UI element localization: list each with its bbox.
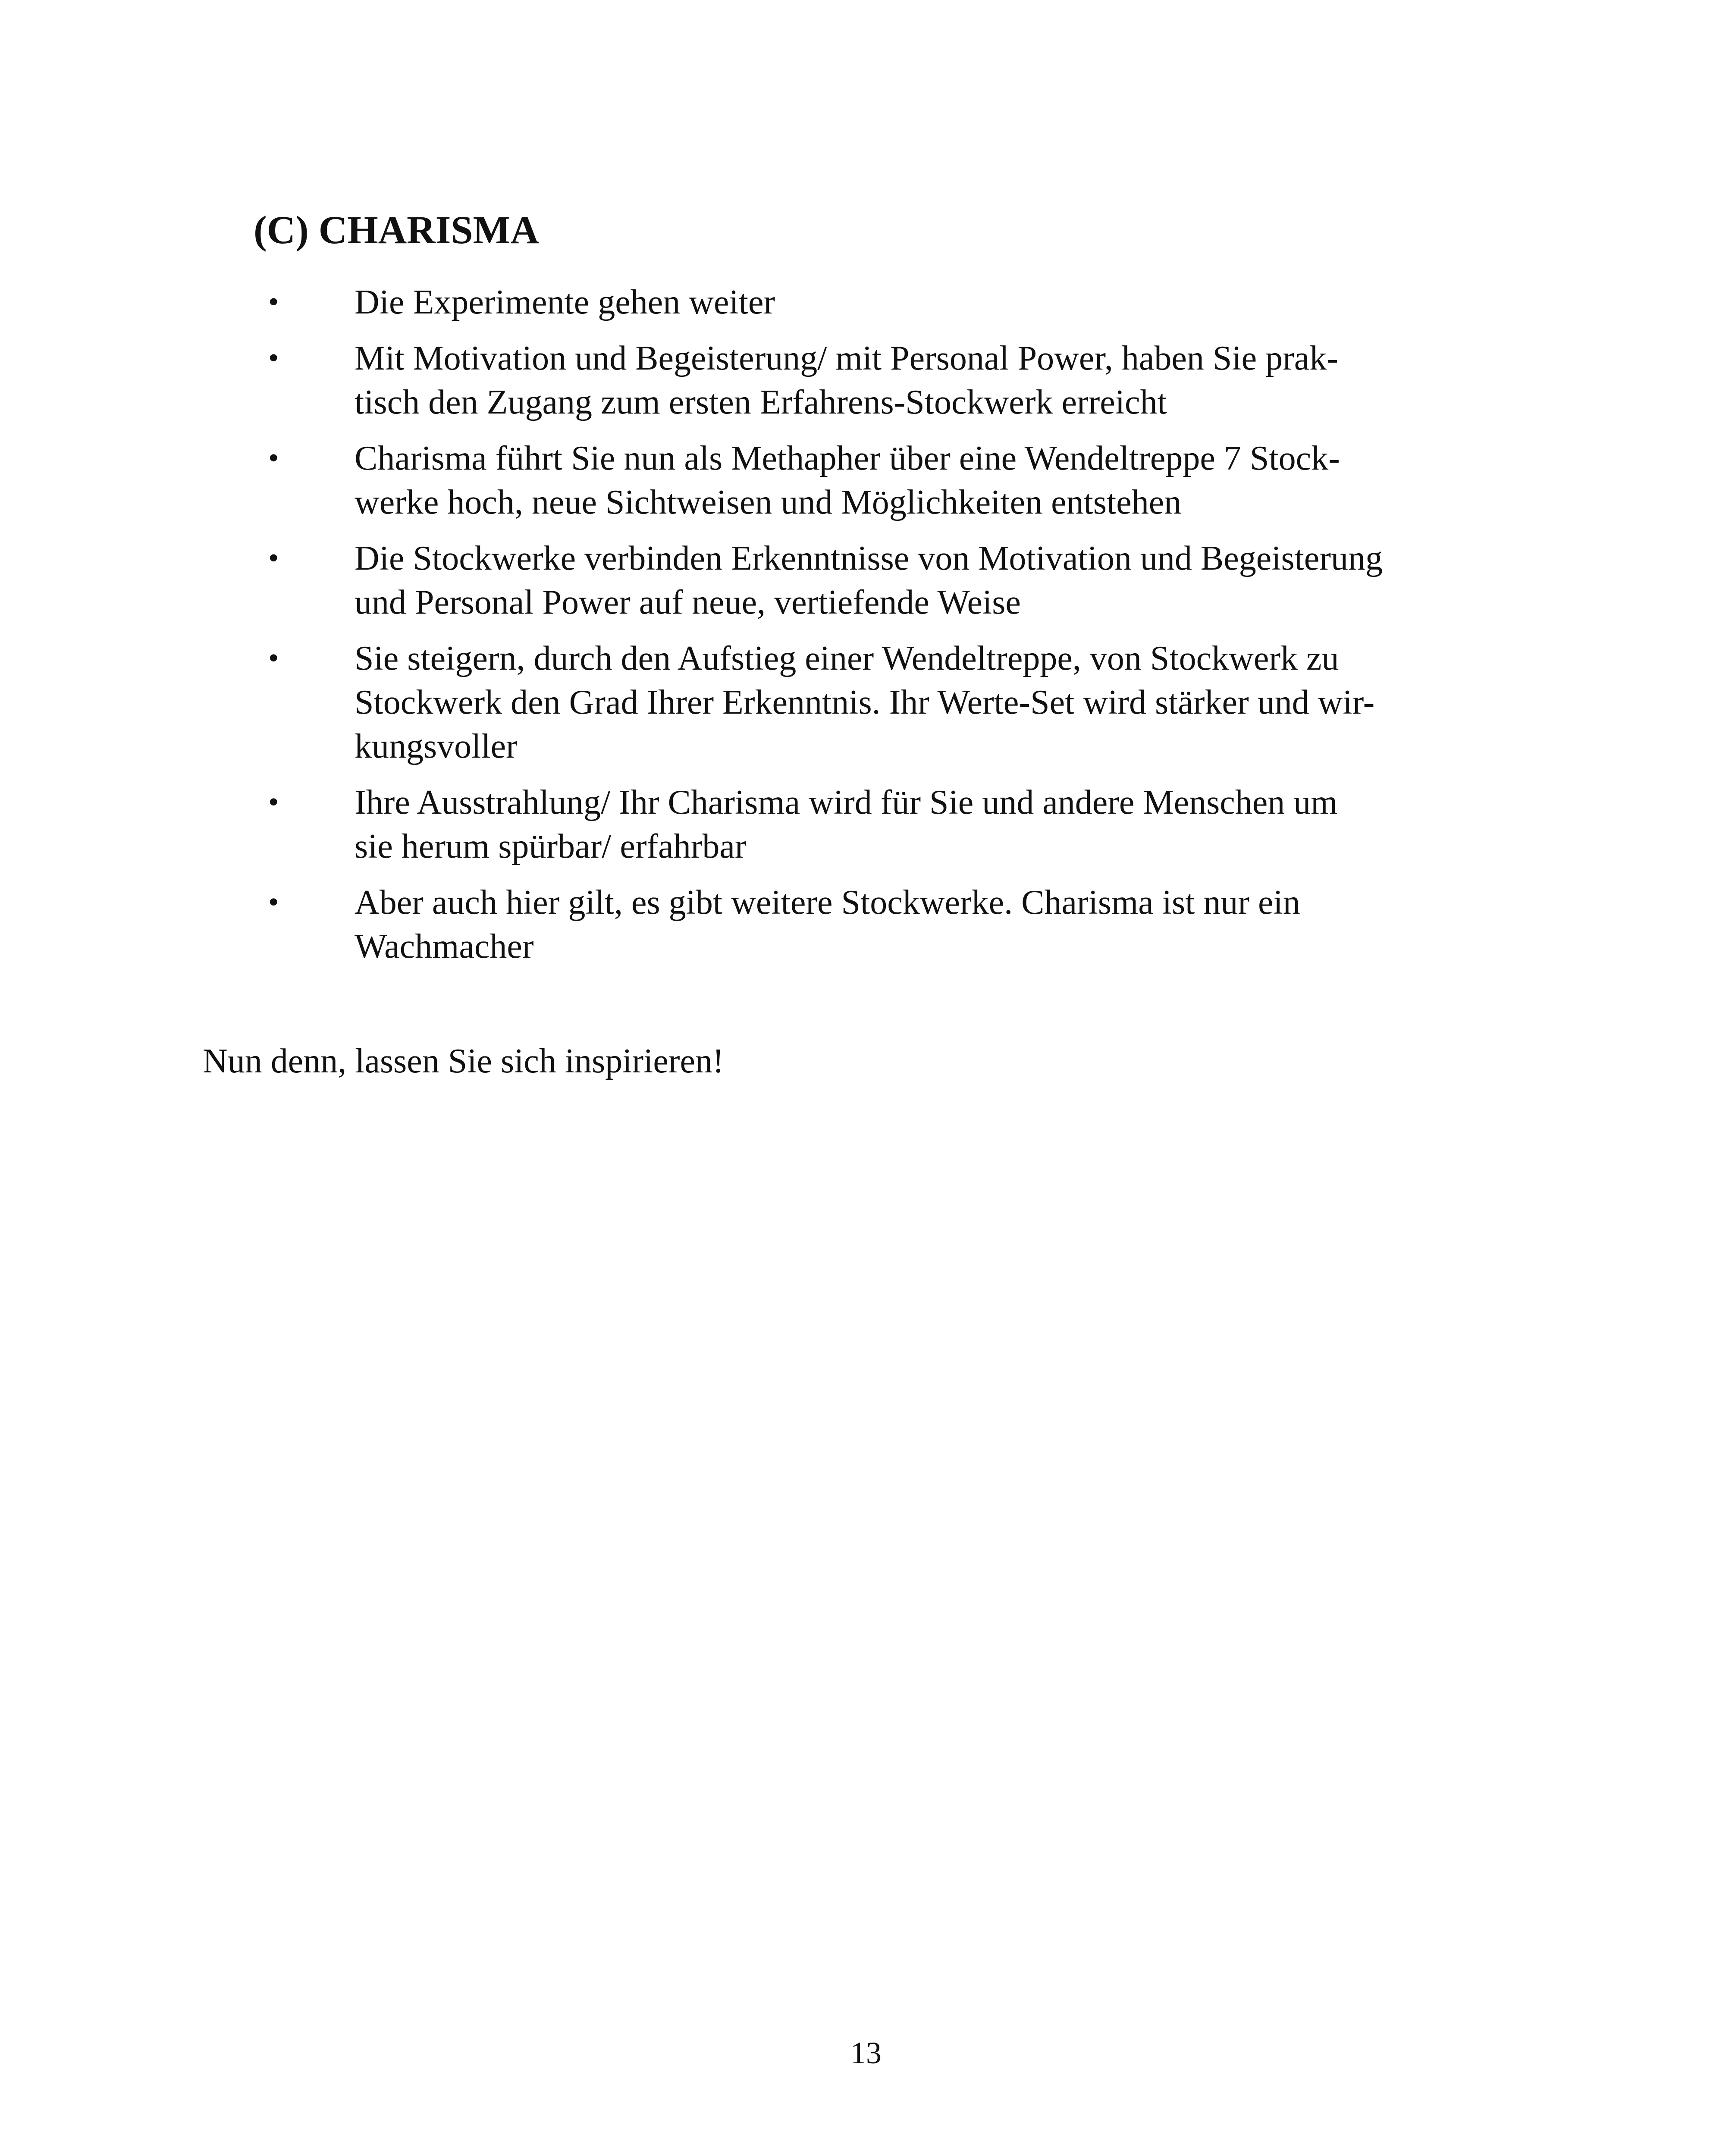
list-item: [268, 280, 1562, 324]
list-item: [268, 636, 1562, 768]
bullet-icon: •: [268, 542, 279, 575]
closing-sentence: Nun denn, lassen Sie sich inspirieren!: [203, 1042, 724, 1080]
list-item-text: Mit Motivation und Begeisterung/ mit Personal Power, haben Sie prak- tisch den Zugang zum ersten Erfahrens-Stockwerk erreicht: [355, 339, 1338, 421]
bullet-icon: •: [268, 642, 279, 675]
section-heading: (C) CHARISMA: [254, 208, 539, 252]
bullet-list: [268, 280, 1562, 981]
list-item-text: Die Stockwerke verbinden Erkenntnisse von Motivation und Begeisterung und Personal Power auf neue, vertiefende Weise: [355, 539, 1383, 621]
list-item-text: Ihre Ausstrahlung/ Ihr Charisma wird für Sie und andere Menschen um sie herum spürbar/ erfahrbar: [355, 783, 1338, 865]
list-item: [268, 536, 1562, 624]
list-item-text: Sie steigern, durch den Aufstieg einer Wendeltreppe, von Stockwerk zu Stockwerk den Grad Ihrer Erkenntnis. Ihr Werte-Set wird stärker und wir- kungsvoller: [355, 639, 1375, 765]
bullet-icon: •: [268, 285, 279, 319]
list-item-text: Die Experimente gehen weiter: [355, 283, 775, 321]
list-item: [268, 881, 1562, 968]
page-number: 13: [850, 2036, 882, 2070]
bullet-icon: •: [268, 886, 279, 919]
list-item-text: Aber auch hier gilt, es gibt weitere Stockwerke. Charisma ist nur ein Wachmacher: [355, 884, 1300, 965]
list-item: [268, 780, 1562, 868]
bullet-icon: •: [268, 342, 279, 375]
list-item: [268, 336, 1562, 424]
bullet-icon: •: [268, 442, 279, 475]
list-item-text: Charisma führt Sie nun als Methapher über eine Wendeltreppe 7 Stock- werke hoch, neue Sichtweisen und Möglichkeiten entstehen: [355, 439, 1340, 521]
list-item: [268, 436, 1562, 524]
bullet-icon: •: [268, 786, 279, 819]
